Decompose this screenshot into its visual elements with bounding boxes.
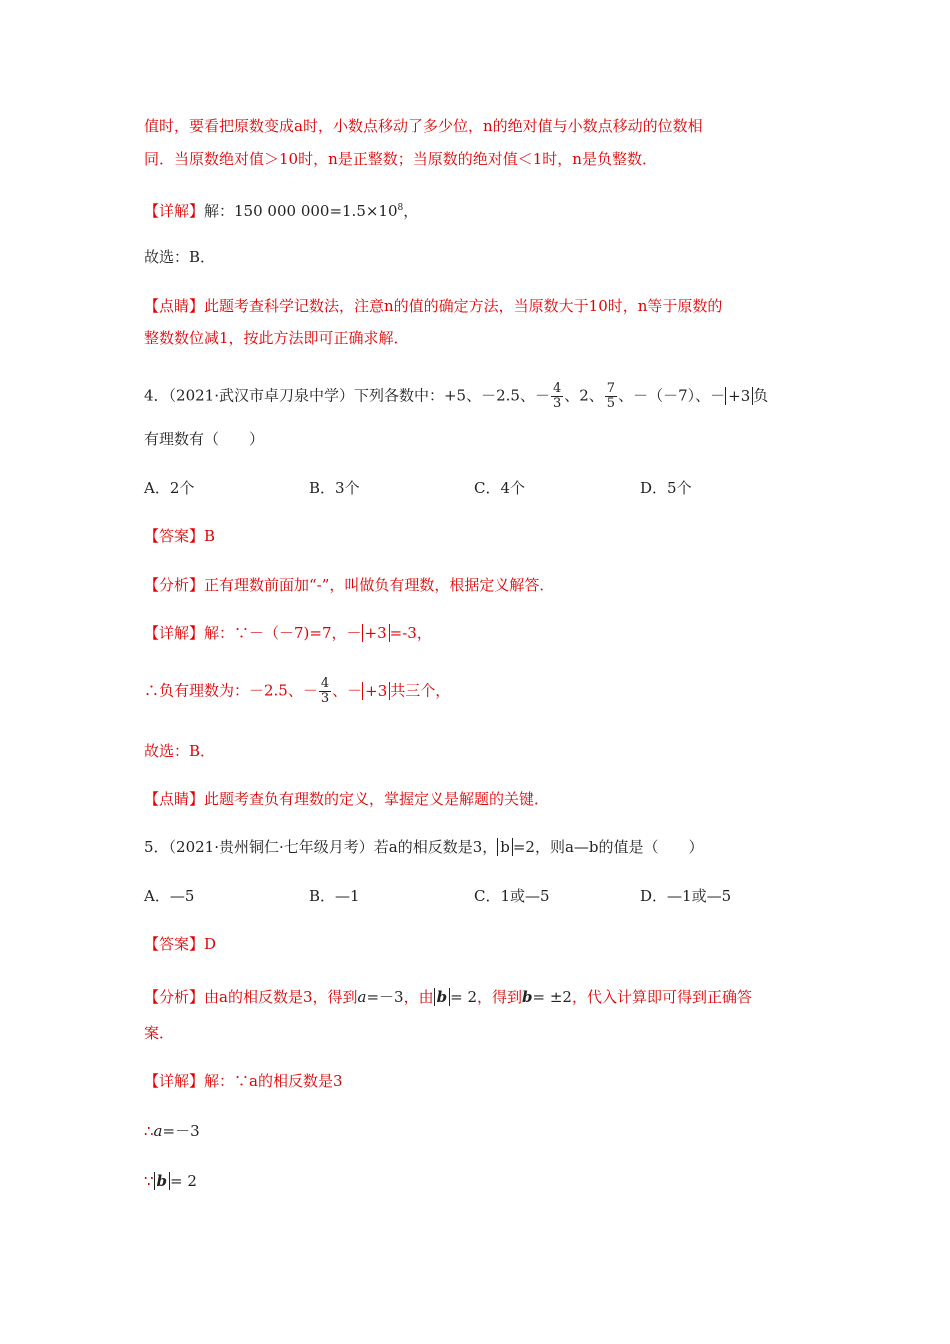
detail-a: 解：∵－（－7)=7，－ [204, 624, 362, 642]
fraction-numerator: 4 [552, 381, 562, 396]
neg-c: 共三个， [390, 681, 451, 700]
q5-option-b: B．—1 [309, 887, 360, 905]
detail-tag: 【详解】 [144, 1072, 205, 1090]
neg-b: 、－ [332, 681, 363, 700]
q5-option-c: C．1或—5 [474, 887, 550, 905]
math-rest: =－3 [162, 1122, 200, 1140]
math-var: a [153, 1122, 163, 1140]
q5-stem-a: 5．（2021·贵州铜仁·七年级月考）若a的相反数是3， [144, 838, 498, 856]
q4-answer [144, 525, 215, 547]
analysis-b: ，由 [403, 988, 434, 1006]
math-rest: = ±2 [532, 988, 572, 1006]
math-expression [434, 988, 477, 1006]
q4-stem-c: 、－（－7）、－ [618, 386, 726, 405]
q4-choose: 故选：B． [144, 742, 216, 760]
remark-text: 此题考查负有理数的定义，掌握定义是解题的关键． [204, 790, 550, 808]
q5-option-a: A．—5 [144, 887, 195, 905]
math-var: a [357, 988, 367, 1006]
q5-step-2 [144, 1170, 197, 1192]
math-expression [522, 988, 572, 1006]
math-expression [154, 1122, 200, 1140]
detail-end: ， [403, 202, 419, 220]
q4-stem-a: 4．（2021·武汉市卓刀泉中学）下列各数中：+5、－2.5、－ [144, 386, 550, 405]
fraction [605, 382, 617, 411]
analysis-d: ，代入计算即可得到正确答 [571, 988, 752, 1006]
fraction [551, 382, 563, 411]
q5-stem [144, 836, 704, 858]
fraction-denominator: 3 [552, 396, 562, 411]
absolute-value: +3 [362, 682, 390, 700]
q4-option-b: B．3个 [309, 479, 360, 497]
answer-tag: 【答案】 [144, 527, 205, 545]
q4-negatives [144, 677, 450, 706]
fraction [319, 677, 331, 706]
remark-tag: 【点睛】 [144, 790, 205, 808]
fraction-numerator: 7 [606, 381, 616, 396]
q4-option-c: C．4个 [474, 479, 526, 497]
q5-analysis-line-2: 案． [144, 1024, 175, 1042]
analysis-tag: 【分析】 [144, 988, 205, 1006]
q4-analysis [144, 574, 554, 596]
absolute-value: +3 [725, 387, 753, 405]
detail-tag: 【详解】 [144, 202, 205, 220]
fraction-denominator: 5 [606, 396, 616, 411]
q4-stem [144, 382, 768, 411]
absolute-value: b [434, 988, 451, 1006]
detail-text: 解：150 000 000=1.5×10 [204, 202, 398, 220]
remark-line-2: 整数数位减1，按此方法即可正确求解． [144, 329, 409, 347]
math-expression [154, 1172, 197, 1190]
math-expression [358, 988, 404, 1006]
q4-stem-d: 负 [753, 386, 769, 405]
q5-answer [144, 933, 216, 955]
analysis-c: ，得到 [477, 988, 523, 1006]
q4-option-a: A．2个 [144, 479, 195, 497]
absolute-value: b [497, 838, 513, 856]
exponent: 8 [397, 203, 404, 213]
q5-analysis [144, 986, 752, 1008]
analysis-tag: 【分析】 [144, 576, 205, 594]
q5-step-1 [144, 1120, 200, 1142]
neg-a: ∴负有理数为：－2.5、－ [144, 681, 318, 700]
therefore-symbol: ∴ [144, 1122, 154, 1140]
detail-b: =-3， [389, 624, 432, 642]
detail-text: 解：∵a的相反数是3 [204, 1072, 343, 1090]
q4-option-d: D．5个 [640, 479, 692, 497]
because-symbol: ∵ [144, 1172, 154, 1190]
fraction-numerator: 4 [320, 676, 330, 691]
remark-line [144, 295, 722, 317]
q5-option-d: D．—1或—5 [640, 887, 732, 905]
absolute-value: +3 [362, 624, 390, 642]
text-line: 同．当原数绝对值＞10时，n是正整数；当原数的绝对值＜1时，n是负整数． [144, 150, 657, 168]
math-rest: =－3 [366, 988, 404, 1006]
choose-line: 故选：B． [144, 248, 216, 266]
math-var: b [522, 988, 533, 1006]
answer-value: D [204, 935, 217, 953]
q5-detail [144, 1070, 343, 1092]
absolute-value: b [154, 1172, 171, 1190]
fraction-denominator: 3 [320, 691, 330, 706]
analysis-text: 正有理数前面加“-”，叫做负有理数，根据定义解答． [204, 576, 555, 594]
math-rest: = 2 [170, 1172, 197, 1190]
answer-value: B [204, 527, 216, 545]
q4-remark [144, 788, 549, 810]
q5-stem-b: =2，则a—b的值是（ ） [512, 838, 704, 856]
q4-stem-line-2: 有理数有（ ） [144, 430, 265, 448]
remark-tag: 【点睛】 [144, 297, 205, 315]
q4-detail [144, 622, 432, 644]
detail-tag: 【详解】 [144, 624, 205, 642]
remark-text: 此题考查科学记数法，注意n的值的确定方法，当原数大于10时，n等于原数的 [204, 297, 723, 315]
answer-tag: 【答案】 [144, 935, 205, 953]
detail-line [144, 197, 418, 222]
math-rest: = 2 [450, 988, 477, 1006]
text-line: 值时，要看把原数变成a时，小数点移动了多少位，n的绝对值与小数点移动的位数相 [144, 117, 703, 135]
analysis-a: 由a的相反数是3，得到 [204, 988, 358, 1006]
q4-stem-b: 、2、 [564, 386, 604, 405]
